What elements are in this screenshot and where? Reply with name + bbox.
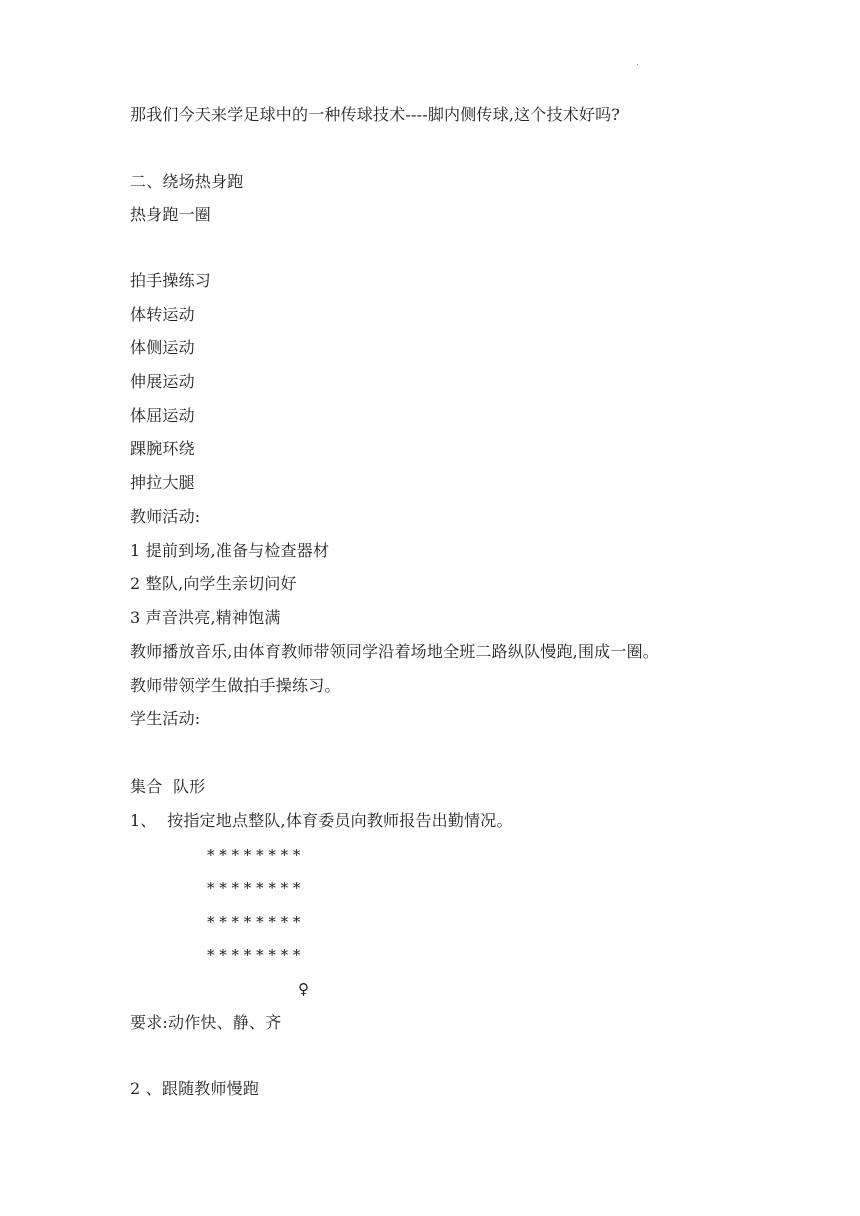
formation-step-2: 2 、跟随教师慢跑 [130, 1079, 260, 1098]
teacher-activity-item: 1 提前到场,准备与检查器材 [130, 541, 330, 560]
page-marker-dot: . [636, 58, 639, 68]
formation-title: 集合 队形 [130, 777, 206, 796]
formation-requirement: 要求:动作快、静、齐 [130, 1013, 282, 1032]
exercise-item: 伸展运动 [130, 372, 195, 391]
formation-row: * * * * * * * * [207, 946, 301, 964]
exercise-item: 踝腕环绕 [130, 439, 195, 458]
formation-step-1: 1、 按指定地点整队,体育委员向教师报告出勤情况。 [130, 811, 513, 830]
teacher-music-text: 教师播放音乐,由体育教师带领同学沿着场地全班二路纵队慢跑,围成一圈。 [130, 642, 659, 661]
formation-row: * * * * * * * * [207, 913, 301, 931]
exercise-item: 体屈运动 [130, 406, 195, 425]
student-activity-heading: 学生活动: [130, 709, 201, 728]
section-heading: 二、绕场热身跑 [130, 172, 244, 191]
teacher-clap-text: 教师带领学生做拍手操练习。 [130, 676, 341, 695]
intro-paragraph: 那我们今天来学足球中的一种传球技术----脚内侧传球,这个技术好吗? [130, 105, 621, 124]
exercise-item: 拍手操练习 [130, 271, 212, 290]
warmup-run-text: 热身跑一圈 [130, 205, 212, 224]
exercise-item: 抻拉大腿 [130, 473, 195, 492]
formation-row: * * * * * * * * [207, 846, 301, 864]
teacher-activity-item: 3 声音洪亮,精神饱满 [130, 608, 281, 627]
exercise-item: 体转运动 [130, 305, 195, 324]
teacher-position-symbol: ♀ [298, 980, 309, 998]
formation-row: * * * * * * * * [207, 879, 301, 897]
teacher-activity-heading: 教师活动: [130, 507, 201, 526]
exercise-item: 体侧运动 [130, 338, 195, 357]
teacher-activity-item: 2 整队,向学生亲切问好 [130, 574, 297, 593]
